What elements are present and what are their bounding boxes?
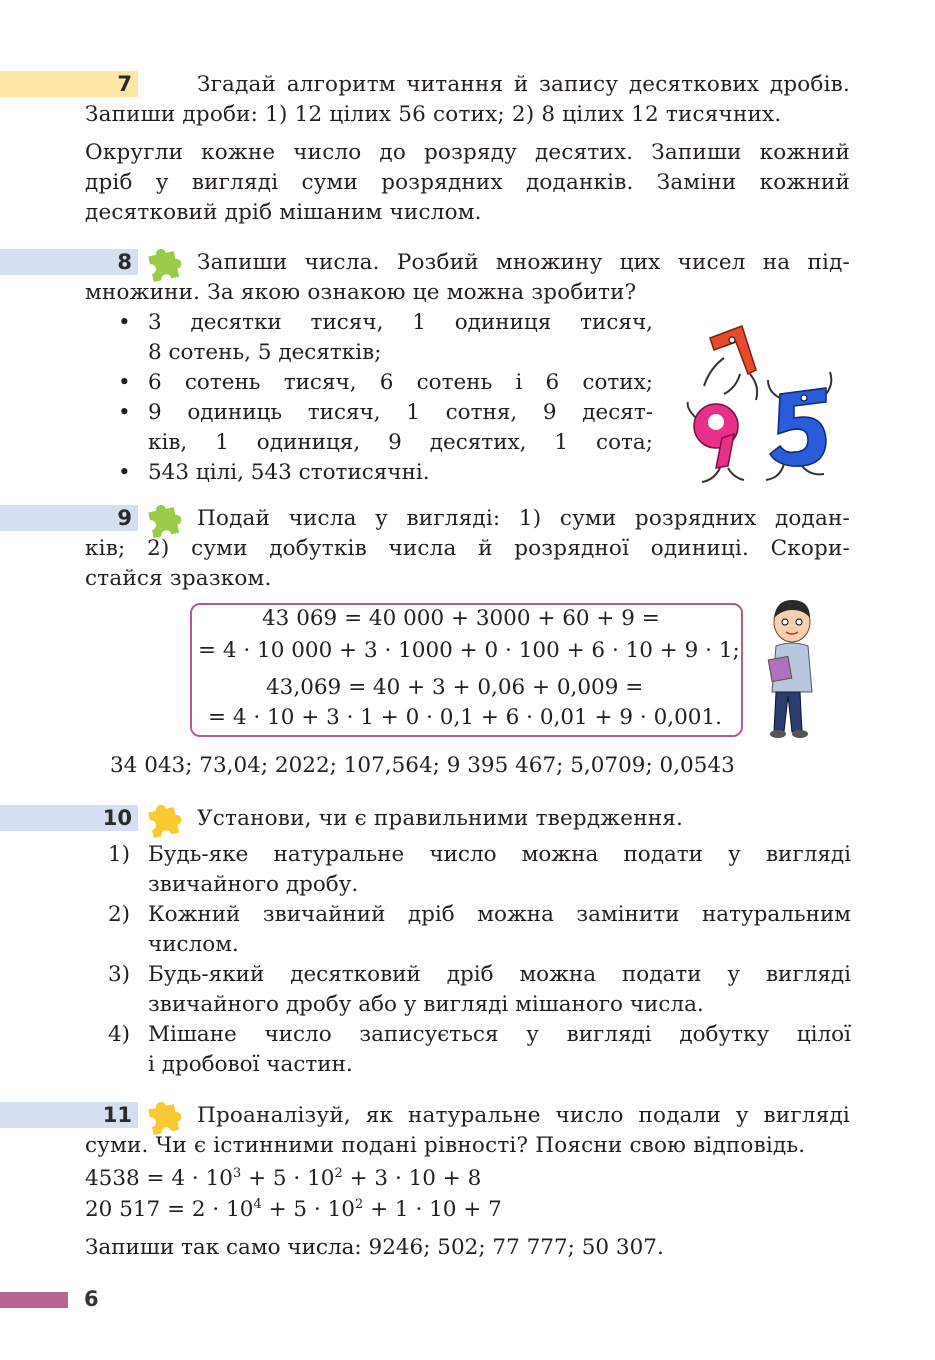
task-8-text	[85, 248, 850, 308]
task-7-line: дріб у вигляді суми розрядних доданків. Заміни кожний	[85, 170, 850, 195]
list-item: ків, 1 одиниця, 9 десятих, 1 сота;	[148, 430, 653, 455]
list-item: звичайного дробу.	[148, 872, 359, 897]
sample-line: 43,069 = 40 + 3 + 0,06 + 0,009 =	[266, 675, 644, 700]
boy-with-book-illustration	[752, 596, 832, 740]
task-7-text-2	[85, 138, 850, 228]
task-7-line: Згадай алгоритм читання й запису десяткових дробів.	[197, 72, 850, 97]
list-item: • 6 сотень тисяч, 6 сотень і 6 сотих;	[118, 370, 653, 395]
task-10-line: Установи, чи є правильними твердження.	[197, 806, 684, 831]
equation-1: $4538 = 4 \cdot 10^3 + 5 \cdot 10^2 + 3 \cdot 10 + 8$	[85, 1166, 482, 1192]
footer-bar	[0, 1292, 68, 1308]
task-7-line: десятковий дріб мішаним числом.	[85, 200, 482, 225]
list-item: 4) Мішане число записується у вигляді добутку цілої	[108, 1022, 851, 1047]
task-11-line: суми. Чи є істинними подані рівності? Поясни свою відповідь.	[85, 1133, 806, 1158]
list-item: 1) Будь-яке натуральне число можна подати у вигляді	[108, 842, 851, 867]
sample-line: = 4 · 10 + 3 · 1 + 0 · 0,1 + 6 · 0,01 + 9 · 0,001.	[208, 705, 722, 730]
dancing-digits-illustration	[680, 318, 840, 488]
task-7-line: Округли кожне число до розряду десятих. Запиши кожний	[85, 140, 850, 165]
list-item: числом.	[148, 932, 239, 957]
task-11-final: Запиши так само числа: 9246; 502; 77 777; 50 307.	[85, 1235, 664, 1260]
list-item: і дробової частин.	[148, 1052, 353, 1077]
list-item: 3) Будь-який десятковий дріб можна подати у вигляді	[108, 962, 851, 987]
task-10-text	[85, 804, 850, 834]
task-9-line: стайся зразком.	[85, 566, 272, 591]
task-10-number: 10	[102, 806, 132, 830]
task-8-number: 8	[117, 250, 132, 274]
sample-line: = 4 · 10 000 + 3 · 1000 + 0 · 100 + 6 · 10 + 9 · 1;	[198, 638, 740, 663]
page-number: 6	[84, 1287, 99, 1311]
task-8-bullets	[118, 308, 653, 488]
equation-2: 20 $517 = 2 \cdot 10^4 + 5 \cdot 10^2 + 1 \cdot 10 + 7$	[85, 1197, 502, 1223]
list-item: 8 сотень, 5 десятків;	[148, 340, 382, 365]
task-7-line: Запиши дроби: 1) 12 цілих 56 сотих; 2) 8 цілих 12 тисячних.	[85, 102, 782, 127]
task-8-line: Запиши числа. Розбий множину цих чисел на під-	[197, 250, 850, 275]
task-9-numbers: 34 043; 73,04; 2022; 107,564; 9 395 467; 5,0709; 0,0543	[110, 753, 735, 778]
task-11-number: 11	[102, 1103, 132, 1127]
task-8-line: множини. За якою ознакою це можна зробити?	[85, 280, 637, 305]
list-item: звичайного дробу або у вигляді мішаного числа.	[148, 992, 704, 1017]
task-10-list	[108, 840, 851, 1080]
list-item: • 9 одиниць тисяч, 1 сотня, 9 десят-	[118, 400, 653, 425]
task-7-number: 7	[117, 72, 132, 96]
task-9-line: Подай числа у вигляді: 1) суми розрядних додан-	[197, 506, 850, 531]
sample-line: 43 069 = 40 000 + 3000 + 60 + 9 =	[262, 606, 660, 631]
list-item: • 3 десятки тисяч, 1 одиниця тисяч,	[118, 310, 653, 335]
task-11-text	[85, 1101, 850, 1161]
list-item: 2) Кожний звичайний дріб можна замінити натуральним	[108, 902, 851, 927]
task-7-text	[85, 70, 850, 130]
task-9-number: 9	[117, 506, 132, 530]
task-9-text	[85, 504, 850, 594]
list-item: • 543 цілі, 543 стотисячні.	[118, 460, 430, 485]
task-11-line: Проаналізуй, як натуральне число подали у вигляді	[197, 1103, 850, 1128]
task-9-line: ків; 2) суми добутків числа й розрядної одиниці. Скори-	[85, 536, 850, 561]
